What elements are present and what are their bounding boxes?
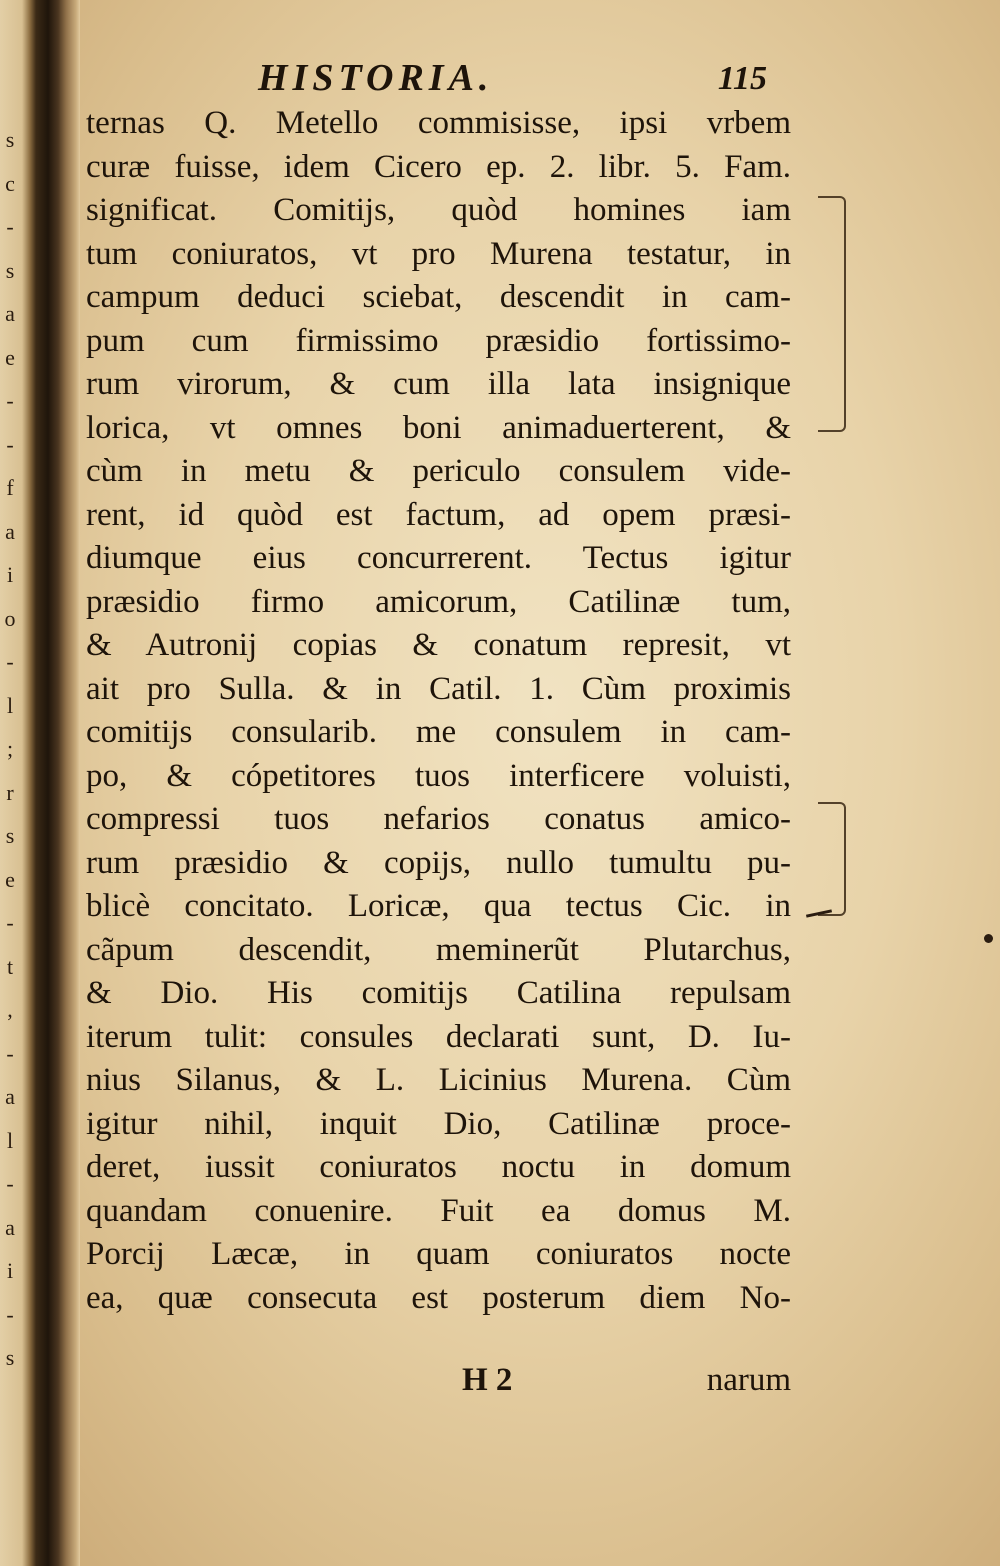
body-text [86, 102, 791, 1320]
edge-letter: s [5, 823, 15, 848]
edge-letter: c [5, 170, 15, 196]
running-title: HISTORIA. [258, 57, 494, 99]
text-line: blicè concitato. Loricæ, qua tectus Cic. in [86, 888, 791, 924]
text-line: curæ fuisse, idem Cicero ep. 2. libr. 5. Fam. [86, 148, 791, 185]
text-line: & Autronij copias & conatum represit, vt [86, 627, 791, 663]
edge-letter: o [4, 605, 16, 631]
facing-page-edge-letters [2, 118, 18, 1380]
text-line: deret, iussit coniuratos noctu in domum [86, 1149, 791, 1185]
signature-mark: H 2 [462, 1362, 513, 1398]
text-line: lorica, vt omnes boni animaduerterent, & [86, 409, 791, 446]
catchword: narum [706, 1362, 791, 1398]
text-line: compressi tuos nefarios conatus amico- [86, 801, 791, 837]
margin-bracket-top [818, 196, 846, 432]
margin-bracket-bottom [818, 802, 846, 916]
edge-letter: - [6, 1040, 14, 1066]
edge-letter: s [5, 127, 15, 152]
edge-letter: l [6, 692, 14, 718]
page-footer [86, 1362, 791, 1408]
text-line: quandam conuenire. Fuit ea domus M. [86, 1192, 791, 1229]
text-line: pum cum firmissimo præsidio fortissimo- [86, 322, 791, 359]
text-line: iterum tulit: consules declarati sunt, D. Iu- [86, 1018, 791, 1055]
edge-letter: e [5, 866, 15, 892]
page-number: 115 [717, 60, 767, 97]
edge-letter: - [6, 1171, 14, 1196]
edge-letter: i [6, 1258, 14, 1283]
text-line: rum virorum, & cum illa lata insignique [86, 366, 791, 402]
edge-letter: e [5, 344, 15, 370]
text-line: ea, quæ consecuta est posterum diem No- [86, 1279, 791, 1316]
text-line: campum deduci sciebat, descendit in cam- [86, 279, 791, 315]
ink-dot [984, 934, 993, 943]
text-line: nius Silanus, & L. Licinius Murena. Cùm [86, 1062, 791, 1098]
edge-letter: l [6, 1127, 14, 1153]
text-line: rum præsidio & copijs, nullo tumultu pu- [86, 844, 791, 881]
edge-letter: t [6, 953, 14, 979]
edge-letter: a [5, 301, 15, 326]
edge-letter: , [7, 997, 13, 1022]
text-line: significat. Comitijs, quòd homines iam [86, 192, 791, 228]
text-line: diumque eius concurrerent. Tectus igitur [86, 540, 791, 576]
page-header [86, 56, 791, 102]
edge-letter: r [6, 779, 14, 805]
text-line: cùm in metu & periculo consulem vide- [86, 453, 791, 489]
text-line: igitur nihil, inquit Dio, Catilinæ proce- [86, 1105, 791, 1142]
text-line: & Dio. His comitijs Catilina repulsam [86, 975, 791, 1011]
edge-letter: s [5, 1345, 15, 1370]
edge-letter: a [5, 1214, 15, 1240]
text-line: ternas Q. Metello commisisse, ipsi vrbem [86, 105, 791, 141]
edge-letter: - [6, 388, 14, 413]
text-line: comitijs consularib. me consulem in cam- [86, 714, 791, 750]
edge-letter: - [6, 1301, 14, 1327]
text-line: Porcij Læcæ, in quam coniuratos nocte [86, 1236, 791, 1272]
edge-letter: i [6, 562, 14, 587]
edge-letter: s [5, 257, 15, 283]
text-line: cãpum descendit, meminerũt Plutarchus, [86, 931, 791, 968]
edge-letter: f [6, 475, 14, 500]
text-line: ait pro Sulla. & in Catil. 1. Cùm proximis [86, 670, 791, 707]
text-line: tum coniuratos, vt pro Murena testatur, in [86, 235, 791, 272]
text-line: præsidio firmo amicorum, Catilinæ tum, [86, 583, 791, 620]
edge-letter: a [5, 518, 15, 544]
edge-letter: ; [6, 736, 14, 761]
edge-letter: - [6, 649, 14, 674]
edge-letter: - [6, 214, 14, 239]
edge-letter: a [5, 1084, 15, 1109]
text-line: po, & cópetitores tuos interficere voluisti, [86, 757, 791, 794]
edge-letter: - [6, 431, 14, 457]
edge-letter: - [6, 910, 14, 935]
text-line: rent, id quòd est factum, ad opem præsi- [86, 496, 791, 533]
